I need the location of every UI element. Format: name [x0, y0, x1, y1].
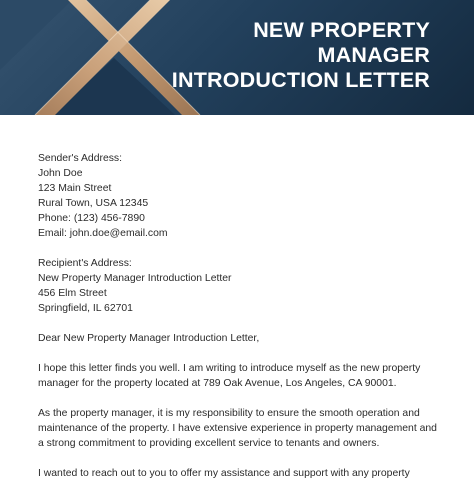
paragraph-introduction [38, 361, 436, 391]
recipient-name: New Property Manager Introduction Letter [38, 273, 232, 284]
header-banner [0, 0, 474, 115]
sender-name: John Doe [38, 168, 83, 179]
salutation [38, 331, 436, 346]
paragraph-offer [38, 466, 436, 481]
paragraph-line: maintenance of the property. I have extensive experience in property management and [38, 423, 437, 434]
letter-title [170, 18, 430, 93]
paragraph-line: a strong commitment to providing excellent service to tenants and owners. [38, 438, 380, 449]
paragraph-line: As the property manager, it is my responsibility to ensure the smooth operation and [38, 408, 420, 419]
paragraph-responsibility [38, 406, 436, 451]
recipient-street: 456 Elm Street [38, 288, 107, 299]
sender-street: 123 Main Street [38, 183, 112, 194]
title-line-3: INTRODUCTION LETTER [171, 68, 430, 92]
sender-city: Rural Town, USA 12345 [38, 198, 149, 209]
sender-address [38, 151, 436, 241]
sender-heading: Sender's Address: [38, 153, 123, 164]
title-line-2: MANAGER [317, 43, 430, 67]
salutation-text: Dear New Property Manager Introduction Letter, [38, 333, 260, 344]
letter-body [38, 151, 436, 496]
paragraph-line: I hope this letter finds you well. I am writing to introduce myself as the new property [38, 363, 421, 374]
paragraph-line: manager for the property located at 789 Oak Avenue, Los Angeles, CA 90001. [38, 378, 397, 389]
recipient-city: Springfield, IL 62701 [38, 303, 133, 314]
sender-phone: Phone: (123) 456-7890 [38, 213, 145, 224]
title-line-1: NEW PROPERTY [253, 18, 430, 42]
paragraph-line: I wanted to reach out to you to offer my assistance and support with any property [38, 468, 410, 479]
sender-email: Email: john.doe@email.com [38, 228, 168, 239]
recipient-address [38, 256, 436, 316]
recipient-heading: Recipient's Address: [38, 258, 132, 269]
